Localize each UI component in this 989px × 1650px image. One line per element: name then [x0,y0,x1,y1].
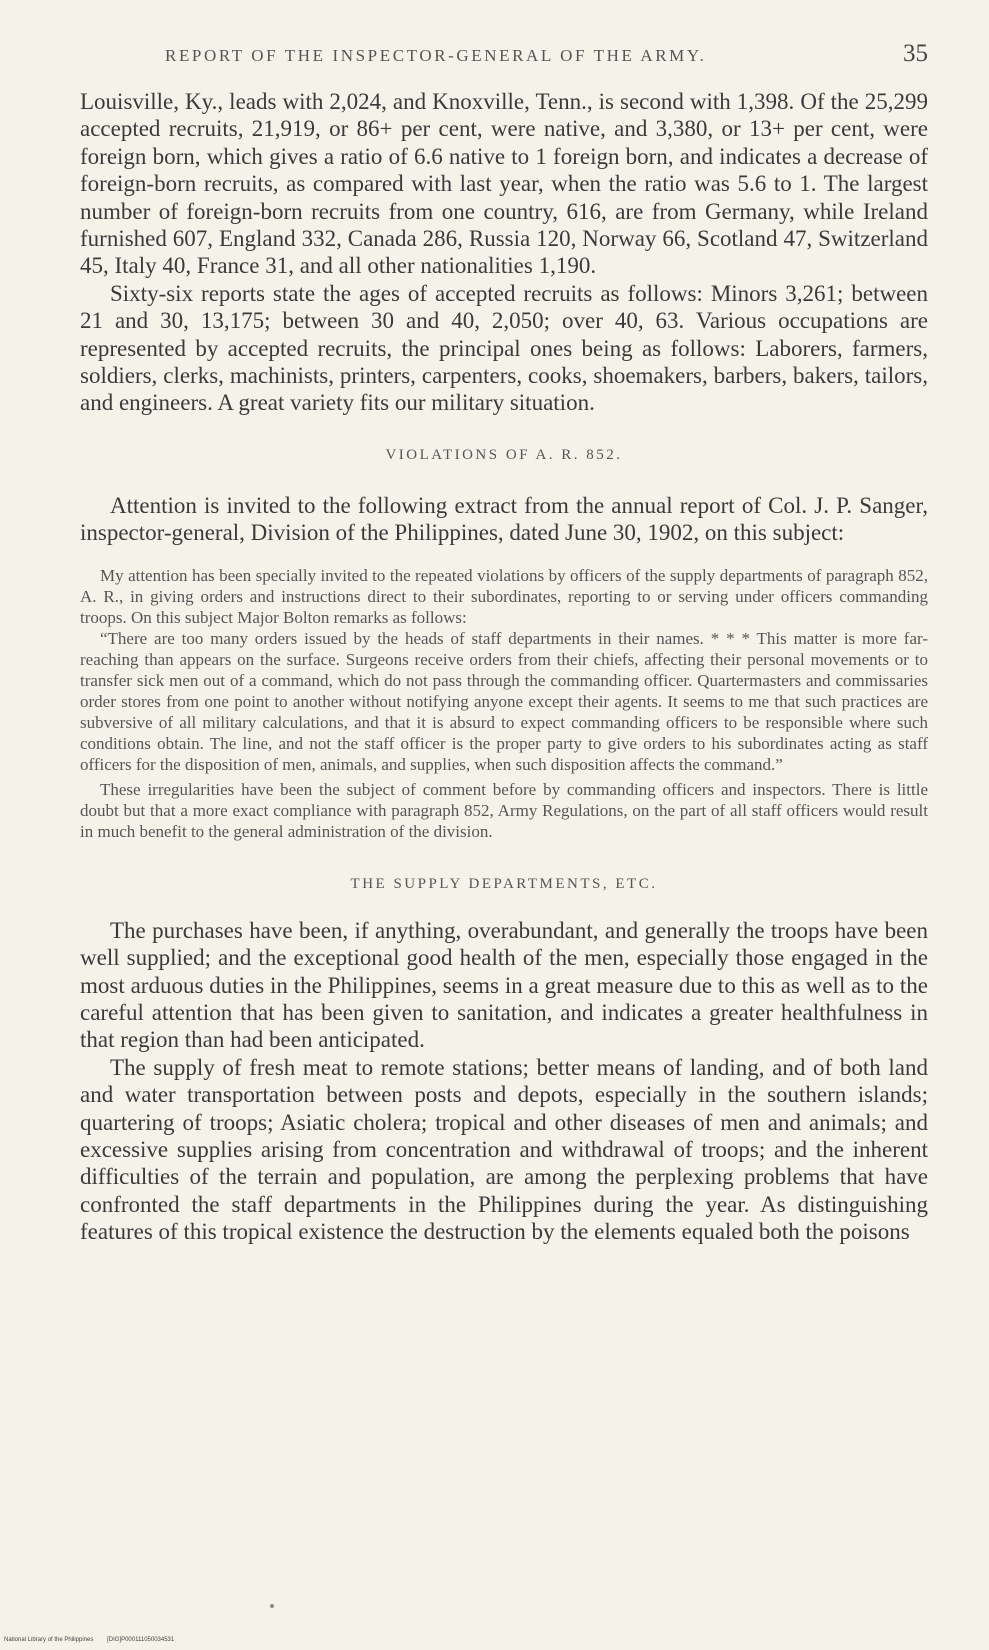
paragraph-supply-problems: The supply of fresh meat to remote stations; better means of landing, and of both land and water transportation between posts and depots, especially in the southern islands; quartering of troops; Asiatic cholera; tropical and other diseases of men and animals; and excessive supplies arising from concentration and withdrawal of troops; and the inherent difficulties of the terrain and population, are among the perplexing problems that have confronted the staff departments in the Philippines during the year. As distinguishing features of this tropical existence the destruction by the elements equaled both the poisons [80,1054,928,1245]
paragraph-attention: Attention is invited to the following extract from the annual report of Col. J. P. Sanger, inspector-general, Division of the Philippines, dated June 30, 1902, on this subject: [80,492,928,546]
quote-irregularities: These irregularities have been the subject of comment before by commanding officers and inspectors. There is little doubt but that a more exact compliance with paragraph 852, Army Regulations, on the part of all staff officers would result in much benefit to the general administration of the division. [80,779,928,841]
page-number: 35 [903,40,928,67]
paragraph-purchases: The purchases have been, if anything, overabundant, and generally the troops have been well supplied; and the exceptional good health of the men, especially those engaged in the most arduous duties in the Philippines, seems in a great measure due to this as well as to the careful attention that has been given to sanitation, and indicates a greater healthfulness in that region than had been anticipated. [80,917,928,1053]
section-heading-violations: VIOLATIONS OF A. R. 852. [385,446,623,463]
document-page [80,40,928,1246]
quote-attention-invited: My attention has been specially invited to the repeated violations by officers of the supply departments of paragraph 852, A. R., in giving orders and instructions direct to their subordinates, reporting to or serving under officers commanding troops. On this subject Major Bolton remarks as follows: [80,565,928,627]
scan-footer [4,1637,186,1643]
footer-library: National Library of the Philippines [4,1637,94,1643]
running-head [80,40,928,80]
section-heading-supply: THE SUPPLY DEPARTMENTS, ETC. [350,875,658,892]
quote-bolton-remarks: “There are too many orders issued by the heads of staff departments in their names. * * * This matter is more far-reaching than appears on the surface. Surgeons receive orders from their chiefs, affecting their personal movements or to transfer sick men out of a command, which do not pass through the commanding officer. Quartermasters and commissaries order stores from one point to another without notifying anyone except their agents. It seems to me that such practices are subversive of all military calculations, and that it is absurd to expect commanding officers to be responsible where such conditions obtain. The line, and not the staff officer is the proper party to give orders to his subordinates acting as staff officers for the disposition of men, animals, and supplies, when such disposition affects the command.” [80,628,928,774]
running-title: REPORT OF THE INSPECTOR-GENERAL OF THE ARMY. [165,46,707,65]
paragraph-recruits-origin: Louisville, Ky., leads with 2,024, and Knoxville, Tenn., is second with 1,398. Of the 25,299 accepted recruits, 21,919, or 86+ per cent, were native, and 3,380, or 13+ per cent, were foreign born, which gives a ratio of 6.6 native to 1 foreign born, and indicates a decrease of foreign-born recruits, as compared with last year, when the ratio was 5.6 to 1. The largest number of foreign-born recruits from one country, 616, are from Germany, while Ireland furnished 607, England 332, Canada 286, Russia 120, Norway 66, Scotland 47, Switzerland 45, Italy 40, France 31, and all other nationalities 1,190. [80,89,928,279]
paragraph-recruits-ages: Sixty-six reports state the ages of accepted recruits as follows: Minors 3,261; between 21 and 30, 13,175; between 30 and 40, 2,050; over 40, 63. Various occupations are represented by accepted recruits, the principal ones being as follows: Laborers, farmers, soldiers, clerks, machinists, printers, carpenters, cooks, shoemakers, barbers, bakers, tailors, and engineers. A great variety fits our military situation. [80,280,928,416]
scan-speck [270,1604,274,1608]
footer-identifier: [DIG]P000111050034531 [107,1637,175,1643]
